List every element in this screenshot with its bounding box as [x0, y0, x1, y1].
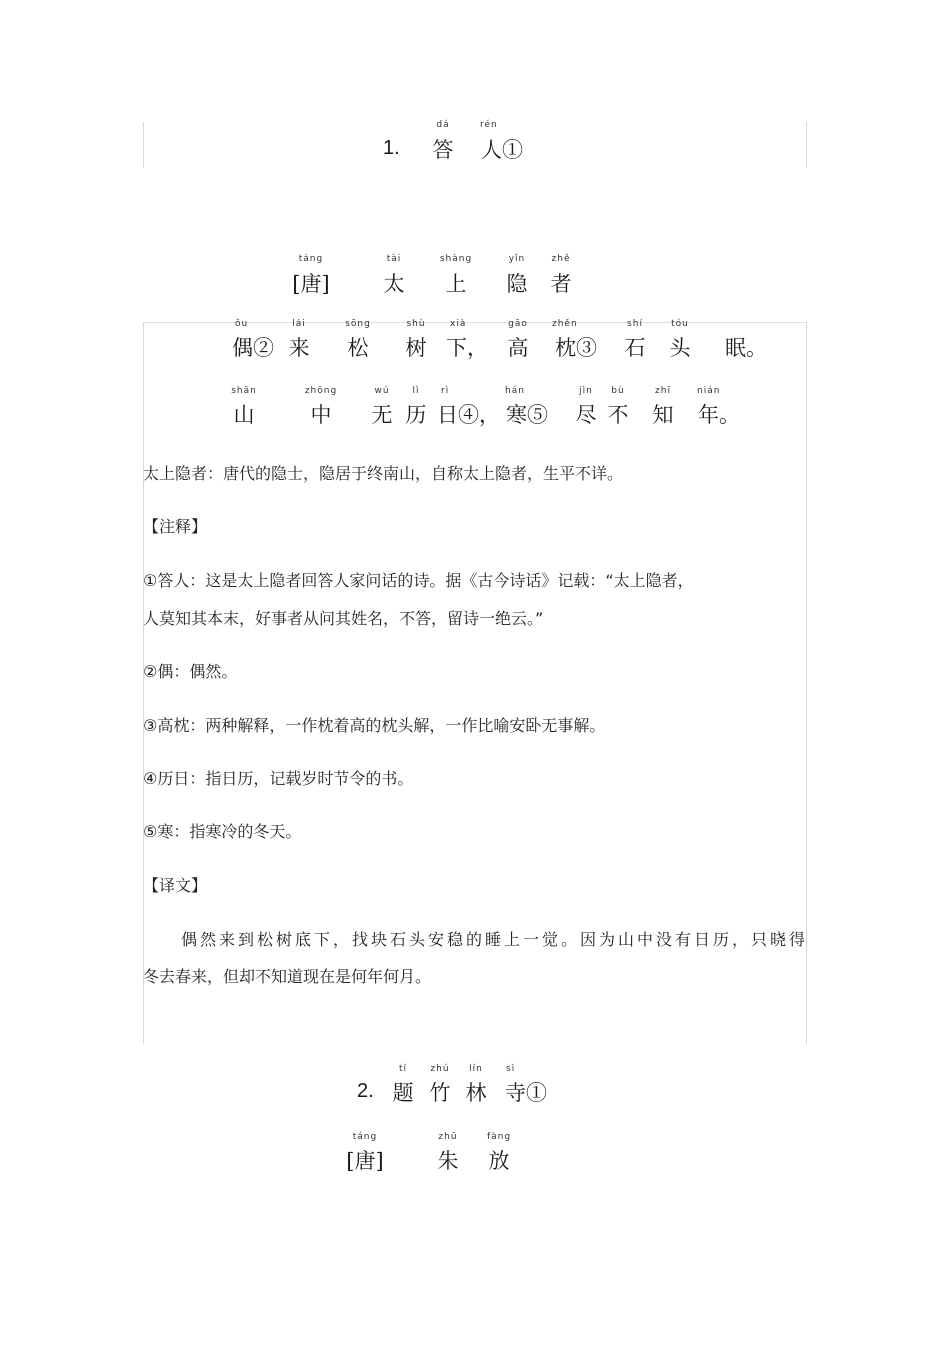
pinyin: gāo: [508, 319, 528, 329]
title-char: [425, 120, 461, 168]
author-char: [436, 254, 476, 302]
hanzi: 历: [405, 403, 427, 427]
translation-heading: 【译文】: [143, 876, 208, 895]
note-2: ②偶：偶然。: [143, 662, 238, 681]
poem2-number: 2.: [357, 1080, 374, 1102]
pinyin: wú: [374, 386, 390, 396]
verse-char: [500, 319, 536, 365]
hanzi: 下，: [446, 336, 488, 360]
hanzi: [唐]: [292, 272, 330, 296]
title-char: [458, 1064, 494, 1110]
pinyin: sì: [506, 1064, 516, 1074]
hanzi: 上: [445, 272, 467, 296]
note-4: ④历日：指日历，记载岁时节令的书。: [143, 769, 414, 788]
pinyin: zhōng: [304, 386, 338, 396]
hanzi: 中: [310, 403, 332, 427]
translation-line-a: 偶然来到松树底下，找块石头安稳的睡上一觉。因为山中没有日历，只晓得: [181, 930, 805, 949]
frame-right: [806, 322, 807, 1044]
verse-char: [568, 386, 604, 432]
pinyin: rì: [441, 386, 450, 396]
notes-heading: 【注释】: [143, 517, 208, 536]
hanzi: 不: [607, 403, 629, 427]
hanzi: 寺①: [505, 1081, 547, 1105]
author-char: [338, 1132, 392, 1178]
pinyin: shān: [231, 386, 257, 396]
pinyin: lì: [412, 386, 420, 396]
frame-left-top: [143, 122, 144, 168]
verse-char: [695, 386, 743, 432]
hanzi: 石: [624, 336, 646, 360]
pinyin: lín: [469, 1064, 483, 1074]
verse-char: [366, 386, 398, 432]
verse-char: [281, 319, 317, 365]
verse-char: [229, 319, 277, 365]
hanzi: 头: [669, 336, 691, 360]
title-char: [422, 1064, 458, 1110]
title-char: [385, 1064, 421, 1110]
verse-char: [600, 386, 636, 432]
hanzi: [唐]: [346, 1149, 384, 1173]
author-intro: 太上隐者：唐代的隐士，隐居于终南山，自称太上隐者，生平不详。: [143, 464, 624, 483]
note-3: ③高枕：两种解释，一作枕着高的枕头解，一作比喻安卧无事解。: [143, 716, 606, 735]
pinyin: fàng: [486, 1132, 512, 1142]
pinyin: bù: [611, 386, 625, 396]
author-char: [376, 254, 412, 302]
note-5: ⑤寒：指寒冷的冬天。: [143, 822, 302, 841]
pinyin: tí: [398, 1064, 408, 1074]
author-char: [284, 254, 338, 302]
pinyin: yǐn: [508, 254, 526, 264]
hanzi: 竹: [429, 1081, 451, 1105]
pinyin: táng: [298, 254, 324, 264]
hanzi: 山: [233, 403, 255, 427]
hanzi: 枕③: [555, 336, 597, 360]
verse-char: [446, 319, 486, 365]
hanzi: 日④，: [437, 403, 500, 427]
hanzi: 无: [371, 403, 393, 427]
verse-char: [645, 386, 681, 432]
frame-left: [143, 322, 144, 1044]
pinyin: zhěn: [552, 319, 578, 329]
hanzi: 林: [465, 1081, 487, 1105]
author-char: [430, 1132, 466, 1178]
pinyin: jìn: [579, 386, 593, 396]
note-1-line-b: 人莫知其本末，好事者从问其姓名，不答，留诗一绝云。”: [143, 609, 544, 628]
pinyin: shàng: [439, 254, 473, 264]
pinyin: shí: [627, 319, 643, 329]
pinyin: zhú: [430, 1064, 450, 1074]
frame-right-top: [806, 122, 807, 168]
author-char: [543, 254, 579, 302]
hanzi: 者: [550, 272, 572, 296]
hanzi: 年。: [698, 403, 740, 427]
pinyin: táng: [352, 1132, 378, 1142]
author-char: [479, 1132, 519, 1178]
hanzi: 尽: [575, 403, 597, 427]
pinyin: tóu: [671, 319, 689, 329]
note-1-line-a: ①答人：这是太上隐者回答人家问话的诗。据《古今诗话》记载：“太上隐者，: [143, 571, 694, 590]
pinyin: zhū: [438, 1132, 458, 1142]
hanzi: 放: [488, 1149, 510, 1173]
hanzi: 来: [288, 336, 310, 360]
pinyin: rén: [480, 120, 498, 130]
hanzi: 眠。: [725, 336, 767, 360]
verse-char: [226, 386, 262, 432]
hanzi: 太: [383, 272, 405, 296]
pinyin: zhě: [551, 254, 571, 264]
hanzi: 松: [347, 336, 369, 360]
hanzi: 人①: [481, 138, 523, 162]
pinyin: xià: [450, 319, 467, 329]
hanzi: 朱: [437, 1149, 459, 1173]
verse-char: [399, 386, 433, 432]
pinyin: zhī: [655, 386, 671, 396]
title-char: [498, 1064, 554, 1110]
verse-char: [340, 319, 376, 365]
verse-char: [300, 386, 342, 432]
author-char: [499, 254, 535, 302]
hanzi: 树: [405, 336, 427, 360]
pinyin: sōng: [345, 319, 371, 329]
pinyin: shù: [406, 319, 426, 329]
hanzi: 高: [507, 336, 529, 360]
pinyin: hán: [505, 386, 525, 396]
hanzi: 知: [652, 403, 674, 427]
verse-char: [550, 319, 602, 365]
pinyin: nián: [697, 386, 721, 396]
verse-char: [398, 319, 434, 365]
hanzi: 偶②: [232, 336, 274, 360]
translation-line-b: 冬去春来，但却不知道现在是何年何月。: [143, 967, 432, 986]
title-char: [472, 120, 532, 168]
verse-char: [724, 319, 768, 365]
verse-char: [501, 386, 553, 432]
verse-char: [662, 319, 698, 365]
hanzi: 答: [432, 138, 454, 162]
verse-char: [617, 319, 653, 365]
verse-char: [437, 386, 499, 432]
pinyin: ǒu: [235, 319, 249, 329]
pinyin: lái: [292, 319, 306, 329]
hanzi: 题: [392, 1081, 414, 1105]
pinyin: tài: [386, 254, 402, 264]
poem1-number: 1.: [383, 137, 400, 159]
pinyin: dá: [436, 120, 450, 130]
hanzi: 寒⑤: [506, 403, 548, 427]
hanzi: 隐: [506, 272, 528, 296]
